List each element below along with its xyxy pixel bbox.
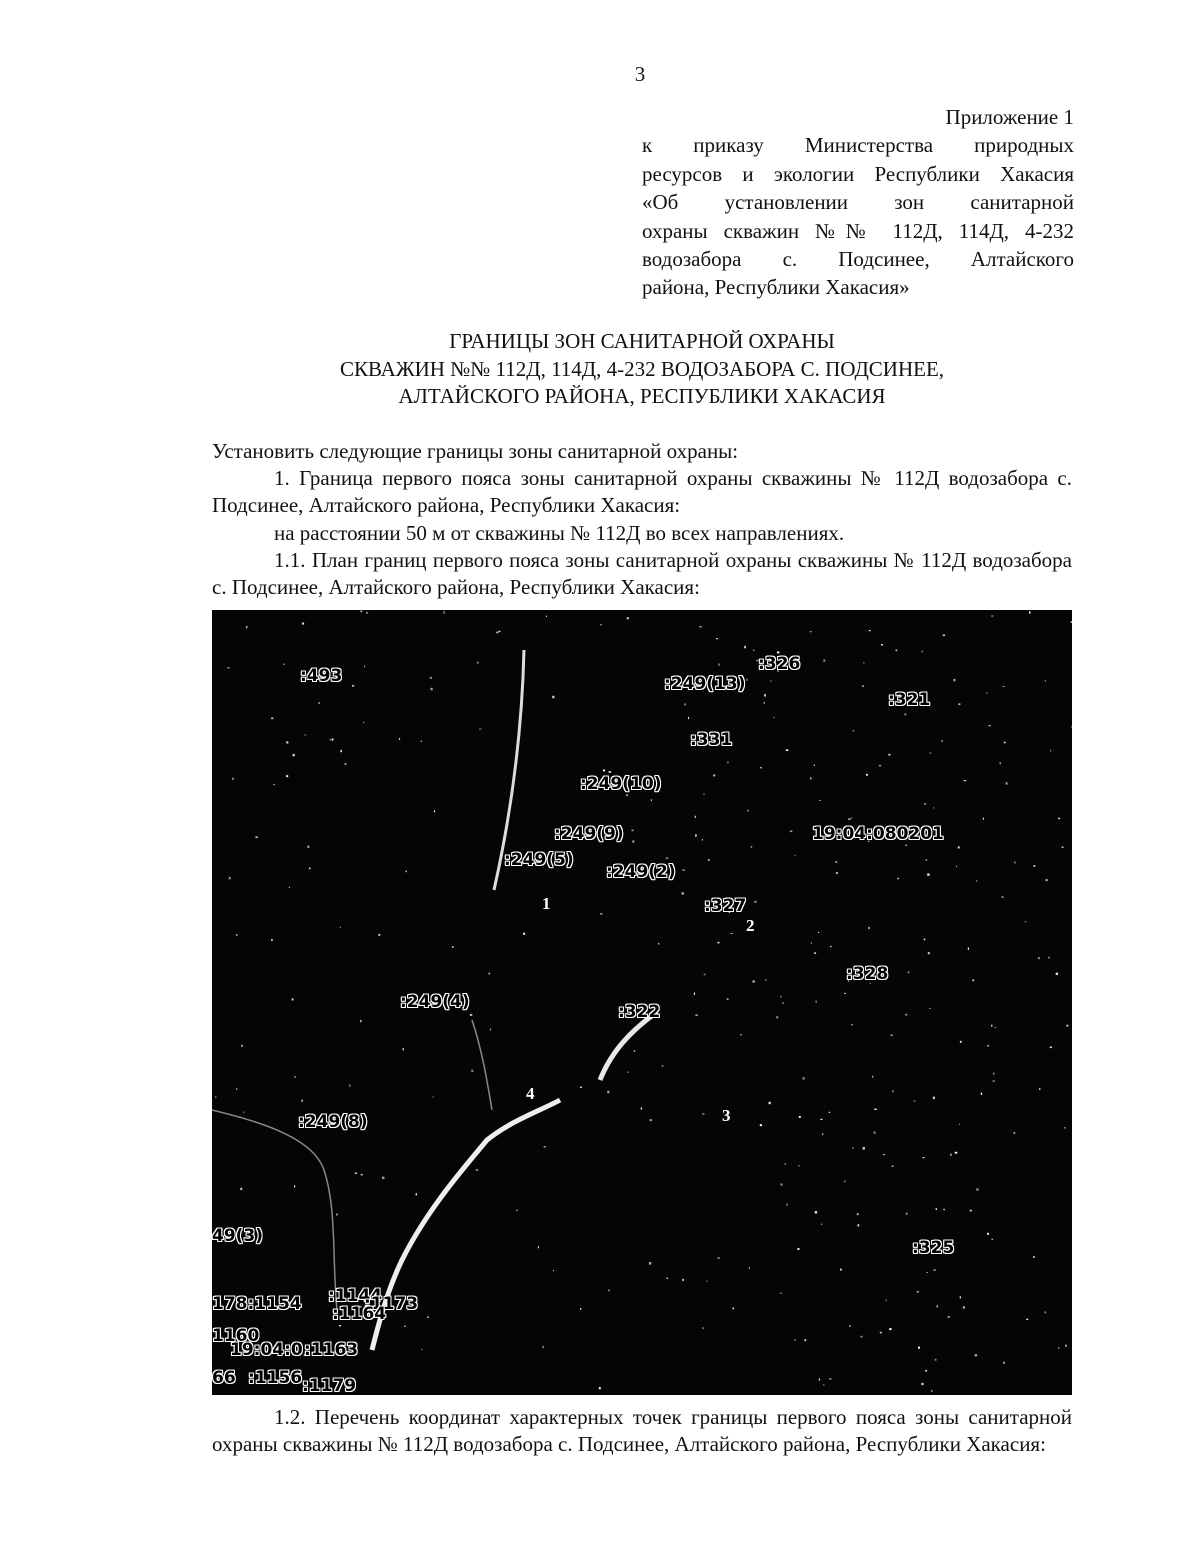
boundary-point: 1 [542,894,551,913]
parcel-label: :249(13) [664,674,746,694]
parcel-label: :327 [704,896,747,916]
parcel-label: :249(9) [554,824,624,844]
item-1-1-paragraph: 1.1. План границ первого пояса зоны санитарной охраны скважины № 112Д водозабора с. Подсинее, Алтайского района, Республики Хакасия: [212,547,1072,600]
title-line: СКВАЖИН №№ 112Д, 114Д, 4-232 ВОДОЗАБОРА С. ПОДСИНЕЕ, [339,356,945,381]
parcel-label: :321 [888,690,931,710]
parcel-label: :249(5) [504,850,574,870]
parcel-label: 66 [212,1368,236,1388]
title-line: ГРАНИЦЫ ЗОН САНИТАРНОЙ ОХРАНЫ [449,329,835,353]
boundary-line [212,1110,337,1310]
parcel-label: :249(2) [606,862,676,882]
boundary-point: 2 [746,916,755,935]
body-section-1 [212,438,1072,601]
parcel-label: 178:1154 [212,1294,302,1314]
road-line [600,1012,657,1080]
parcel-label: :1144 [328,1286,383,1306]
appendix-line: «Об установлении зон санитарной [642,190,1074,215]
item-1-2-paragraph: 1.2. Перечень координат характерных точек границы первого пояса зоны санитарной охраны скважины № 112Д водозабора с. Подсинее, Алтайского района, Республики Хакасия: [212,1405,1072,1457]
parcel-label: :328 [846,964,889,984]
intro-paragraph: Установить следующие границы зоны санитарной охраны: [212,439,739,463]
appendix-title: Приложение 1 [945,105,1074,129]
parcel-label: :1164 [332,1304,387,1324]
title-line: АЛТАЙСКОГО РАЙОНА, РЕСПУБЛИКИ ХАКАСИЯ [398,384,886,408]
parcel-label: :331 [690,730,733,750]
parcel-label: :249(4) [400,992,470,1012]
appendix-block [642,103,1074,302]
appendix-line: района, Республики Хакасия» [642,275,910,300]
parcel-label: :249(8) [298,1112,368,1132]
appendix-line: охраны скважин №№ 112Д, 114Д, 4-232 [642,218,1074,243]
parcel-label: :1163 [304,1340,359,1360]
parcel-label: 19:04:080201 [812,824,944,844]
parcel-label: :493 [300,666,343,686]
appendix-line: водозабора с. Подсинее, Алтайского [642,247,1074,272]
parcel-label: :325 [912,1238,955,1258]
boundary-line [472,1020,492,1110]
parcel-label: :326 [758,654,801,674]
appendix-line: к приказу Министерства природных [642,133,1074,158]
parcel-label: 19:04:0 [230,1340,303,1360]
parcel-label: :1179 [302,1376,357,1395]
parcel-label: 1160 [212,1326,260,1346]
item-1-detail: на расстоянии 50 м от скважины № 112Д во всех направлениях. [274,520,845,545]
body-section-2 [212,1404,1072,1458]
parcel-label: :322 [618,1002,661,1022]
parcel-label: :1173 [364,1294,419,1314]
page-number: 3 [634,62,646,86]
parcel-label: 49(3) [212,1226,264,1246]
cadastral-map [212,610,1072,1395]
parcel-label: :1156 [248,1368,303,1388]
parcel-label: :249(10) [580,774,662,794]
item-1-paragraph: 1. Граница первого пояса зоны санитарной охраны скважины № 112Д водозабора с. Подсинее, Алтайского района, Республики Хакасия: [212,466,1072,518]
boundary-point: 4 [526,1084,535,1103]
boundary-point: 3 [722,1106,731,1125]
document-title [212,328,1072,411]
appendix-line: ресурсов и экологии Республики Хакасия [642,161,1074,186]
